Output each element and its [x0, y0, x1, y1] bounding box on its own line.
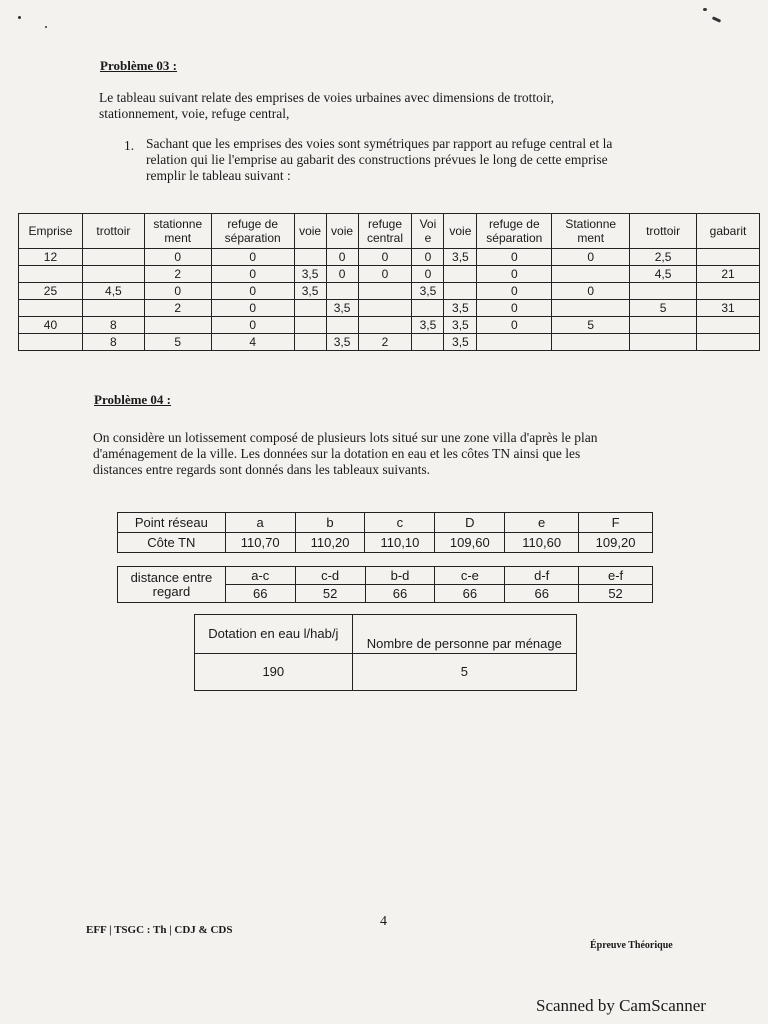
- table-row: [118, 567, 653, 585]
- table-cell: 3,5: [412, 283, 444, 300]
- column-header-line: Stationne: [565, 217, 617, 231]
- table-cell: 0: [211, 266, 294, 283]
- scanner-watermark: Scanned by CamScanner: [536, 996, 706, 1015]
- table-cell: [412, 334, 444, 351]
- table-cell: [697, 249, 760, 266]
- page-number: 4: [380, 914, 387, 929]
- table-cell: [477, 334, 552, 351]
- column-header-line: séparation: [486, 231, 543, 245]
- table-cell: 3,5: [294, 266, 326, 283]
- column-header-line: e: [424, 231, 432, 245]
- problem-03-instruction: [146, 136, 746, 184]
- table-cell: 3,5: [444, 300, 477, 317]
- column-header: [444, 214, 477, 249]
- column-header-line: refuge de: [488, 217, 540, 231]
- scan-speck: [45, 26, 47, 28]
- table-cell: [552, 300, 630, 317]
- cote-tn-table: [117, 512, 653, 553]
- table-cell: 4,5: [630, 266, 697, 283]
- table-cell: [444, 283, 477, 300]
- table-cell: [358, 317, 412, 334]
- table-row: [195, 615, 577, 654]
- table-cell: 0: [552, 283, 630, 300]
- column-header-line: refuge: [367, 217, 402, 231]
- table-header-row: [19, 214, 760, 249]
- column-header: [326, 214, 358, 249]
- table-cell: 2: [144, 266, 211, 283]
- table-row: [19, 334, 760, 351]
- table-row: [118, 513, 653, 533]
- table-cell: [358, 283, 412, 300]
- cote-cell: 109,60: [435, 533, 505, 553]
- table-cell: [630, 334, 697, 351]
- footer-right: Épreuve Théorique: [590, 940, 673, 951]
- cote-cell: 110,10: [365, 533, 435, 553]
- table-cell: 0: [477, 266, 552, 283]
- table-cell: 5: [144, 334, 211, 351]
- table-cell: [82, 266, 144, 283]
- table-cell: 0: [358, 249, 412, 266]
- column-header: [19, 214, 83, 249]
- table-cell: 0: [477, 317, 552, 334]
- table-cell: 25: [19, 283, 83, 300]
- column-header-line: voie: [331, 224, 354, 238]
- table-cell: 2,5: [630, 249, 697, 266]
- table-cell: 0: [144, 249, 211, 266]
- distance-label: [118, 567, 226, 603]
- distance-cell: 52: [579, 585, 653, 603]
- point-cell: c: [365, 513, 435, 533]
- column-header-line: trottoir: [96, 224, 131, 238]
- column-header: [144, 214, 211, 249]
- table-cell: 3,5: [444, 334, 477, 351]
- segment-cell: b-d: [365, 567, 435, 585]
- table-cell: [294, 317, 326, 334]
- table-cell: 0: [326, 266, 358, 283]
- table-cell: [358, 300, 412, 317]
- instruction-line: relation qui lie l'emprise au gabarit des constructions prévues le long de cette emprise: [146, 152, 608, 167]
- table-cell: 0: [144, 283, 211, 300]
- table-row: [118, 533, 653, 553]
- table-cell: 2: [358, 334, 412, 351]
- persons-header: Nombre de personne par ménage: [352, 615, 576, 654]
- column-header: [82, 214, 144, 249]
- column-header: [552, 214, 630, 249]
- emprise-table: [18, 213, 760, 351]
- instruction-line: Sachant que les emprises des voies sont symétriques par rapport au refuge central et la: [146, 136, 613, 151]
- column-header-line: refuge de: [227, 217, 279, 231]
- table-row: [19, 249, 760, 266]
- intro-line: stationnement, voie, refuge central,: [99, 106, 290, 121]
- persons-value: 5: [352, 654, 576, 691]
- footer-left: EFF | TSGC : Th | CDJ & CDS: [86, 924, 233, 936]
- table-cell: 2: [144, 300, 211, 317]
- problem-03-heading: Problème 03 :: [100, 58, 178, 73]
- scan-speck: [18, 16, 21, 19]
- column-header-line: stationne: [153, 217, 203, 231]
- point-cell: e: [505, 513, 579, 533]
- table-cell: [552, 266, 630, 283]
- point-cell: F: [579, 513, 653, 533]
- table-cell: 3,5: [294, 283, 326, 300]
- distance-cell: 66: [505, 585, 579, 603]
- column-header: [477, 214, 552, 249]
- dotation-header: Dotation en eau l/hab/j: [195, 615, 353, 654]
- table-cell: 8: [82, 334, 144, 351]
- paragraph-line: On considère un lotissement composé de plusieurs lots situé sur une zone villa d'après le plan: [93, 430, 598, 445]
- segment-cell: c-e: [435, 567, 505, 585]
- distance-table: [117, 566, 653, 603]
- row-label-cote: Côte TN: [118, 533, 226, 553]
- table-cell: [294, 300, 326, 317]
- paragraph-line: d'aménagement de la ville. Les données sur la dotation en eau et les côtes TN ainsi que les: [93, 446, 581, 461]
- table-cell: 0: [412, 266, 444, 283]
- distance-cell: 66: [435, 585, 505, 603]
- table-cell: 0: [412, 249, 444, 266]
- column-header: [412, 214, 444, 249]
- table-cell: 4,5: [82, 283, 144, 300]
- problem-04-paragraph: [93, 430, 713, 478]
- table-cell: 0: [211, 300, 294, 317]
- table-cell: [630, 283, 697, 300]
- column-header-line: voie: [449, 224, 472, 238]
- column-header-line: central: [366, 231, 403, 245]
- table-cell: [19, 300, 83, 317]
- row-label-point: Point réseau: [118, 513, 226, 533]
- column-header-line: ment: [577, 231, 605, 245]
- column-header: [697, 214, 760, 249]
- segment-cell: c-d: [295, 567, 365, 585]
- dotation-value: 190: [195, 654, 353, 691]
- table-row: [19, 317, 760, 334]
- table-cell: [326, 317, 358, 334]
- table-cell: 4: [211, 334, 294, 351]
- item-number: 1.: [124, 138, 135, 153]
- segment-cell: d-f: [505, 567, 579, 585]
- table-cell: 3,5: [444, 317, 477, 334]
- table-cell: 12: [19, 249, 83, 266]
- column-header-line: voie: [299, 224, 322, 238]
- column-header-line: Voi: [419, 217, 437, 231]
- table-cell: 21: [697, 266, 760, 283]
- table-cell: 31: [697, 300, 760, 317]
- table-cell: [697, 283, 760, 300]
- table-cell: 0: [477, 249, 552, 266]
- distance-cell: 52: [295, 585, 365, 603]
- column-header-line: Emprise: [28, 224, 73, 238]
- table-cell: [82, 249, 144, 266]
- table-cell: [412, 300, 444, 317]
- column-header: [358, 214, 412, 249]
- scan-speck: [703, 8, 707, 11]
- table-cell: [326, 283, 358, 300]
- distance-label-line: regard: [152, 583, 191, 599]
- column-header: [630, 214, 697, 249]
- problem-04-heading: Problème 04 :: [94, 392, 172, 407]
- table-cell: 0: [552, 249, 630, 266]
- table-cell: [19, 266, 83, 283]
- cote-cell: 109,20: [579, 533, 653, 553]
- table-cell: 3,5: [326, 300, 358, 317]
- point-cell: a: [225, 513, 295, 533]
- column-header-line: séparation: [224, 231, 281, 245]
- table-cell: 5: [630, 300, 697, 317]
- table-cell: [552, 334, 630, 351]
- table-cell: 8: [82, 317, 144, 334]
- table-cell: 0: [358, 266, 412, 283]
- table-cell: 0: [477, 300, 552, 317]
- column-header-line: trottoir: [646, 224, 681, 238]
- segment-cell: e-f: [579, 567, 653, 585]
- table-cell: [697, 334, 760, 351]
- column-header-line: ment: [164, 231, 192, 245]
- segment-cell: a-c: [225, 567, 295, 585]
- table-cell: 0: [211, 317, 294, 334]
- table-row: [19, 300, 760, 317]
- dotation-table: [194, 614, 577, 691]
- column-header: [211, 214, 294, 249]
- table-cell: 40: [19, 317, 83, 334]
- table-cell: [294, 334, 326, 351]
- instruction-line: remplir le tableau suivant :: [146, 168, 291, 183]
- table-cell: 3,5: [326, 334, 358, 351]
- problem-03-intro: [99, 90, 699, 122]
- table-cell: 0: [211, 249, 294, 266]
- column-header-line: gabarit: [709, 224, 747, 238]
- table-cell: 5: [552, 317, 630, 334]
- table-cell: 0: [211, 283, 294, 300]
- table-cell: 3,5: [412, 317, 444, 334]
- cote-cell: 110,60: [505, 533, 579, 553]
- paragraph-line: distances entre regards sont donnés dans les tableaux suivants.: [93, 462, 431, 477]
- table-cell: [82, 300, 144, 317]
- table-cell: [630, 317, 697, 334]
- table-row: [19, 283, 760, 300]
- column-header: [294, 214, 326, 249]
- point-cell: D: [435, 513, 505, 533]
- distance-cell: 66: [225, 585, 295, 603]
- table-cell: [444, 266, 477, 283]
- table-cell: 3,5: [444, 249, 477, 266]
- distance-cell: 66: [365, 585, 435, 603]
- intro-line: Le tableau suivant relate des emprises de voies urbaines avec dimensions de trottoir,: [99, 90, 554, 105]
- cote-cell: 110,70: [225, 533, 295, 553]
- table-cell: 0: [326, 249, 358, 266]
- table-cell: [144, 317, 211, 334]
- point-cell: b: [295, 513, 365, 533]
- table-row: [19, 266, 760, 283]
- table-cell: 0: [477, 283, 552, 300]
- table-cell: [697, 317, 760, 334]
- cote-cell: 110,20: [295, 533, 365, 553]
- table-cell: [19, 334, 83, 351]
- scan-speck: [712, 16, 721, 23]
- distance-label-line: distance entre: [130, 569, 213, 585]
- table-cell: [294, 249, 326, 266]
- table-row: [195, 654, 577, 691]
